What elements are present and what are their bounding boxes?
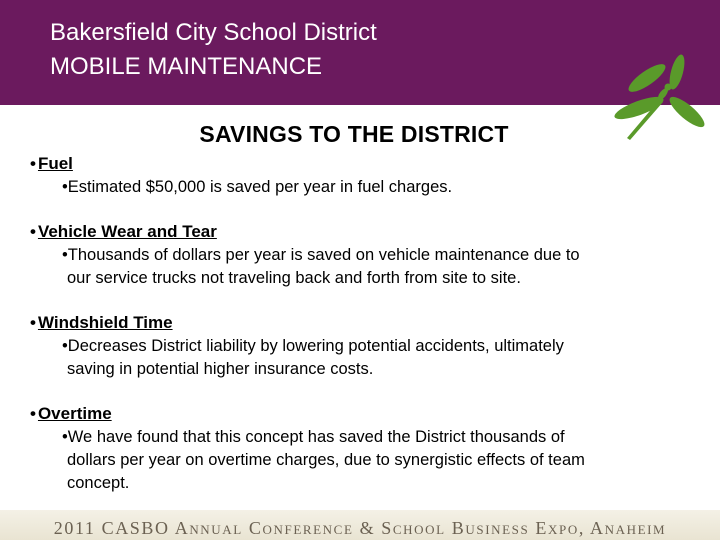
detail-line: our service trucks not traveling back and forth from site to site. — [67, 269, 521, 287]
sub-bullet: • — [62, 428, 68, 446]
footer-text: 2011 CASBO Annual Conference & School Business Expo, Anaheim — [53, 518, 667, 538]
section-detail-vehicle-wear — [62, 244, 682, 290]
detail-line: Decreases District liability by lowering potential accidents, ultimately — [67, 337, 564, 355]
bullet: • — [30, 222, 36, 241]
detail-line: concept. — [67, 474, 130, 492]
heading-text: Vehicle Wear and Tear — [37, 222, 217, 241]
sub-bullet: • — [62, 337, 68, 355]
detail-line: Estimated $50,000 is saved per year in fuel charges. — [67, 178, 453, 196]
section-heading-windshield-time — [30, 313, 173, 333]
section-detail-fuel — [62, 176, 682, 199]
header-subtitle: MOBILE MAINTENANCE — [50, 53, 323, 80]
detail-line: Thousands of dollars per year is saved on vehicle maintenance due to — [67, 246, 580, 264]
heading-text: Windshield Time — [37, 313, 173, 332]
section-detail-windshield-time — [62, 335, 682, 381]
bullet: • — [30, 154, 36, 173]
section-heading-overtime — [30, 404, 112, 424]
section-heading-fuel — [30, 154, 73, 174]
section-detail-overtime — [62, 426, 682, 495]
heading-text: Overtime — [37, 404, 112, 423]
bullet: • — [30, 404, 36, 423]
bullet: • — [30, 313, 36, 332]
detail-line: We have found that this concept has saved the District thousands of — [67, 428, 565, 446]
sub-bullet: • — [62, 246, 68, 264]
detail-line: dollars per year on overtime charges, due to synergistic effects of team — [67, 451, 585, 469]
sub-bullet: • — [62, 178, 68, 196]
heading-text: Fuel — [37, 154, 73, 173]
detail-line: saving in potential higher insurance costs. — [67, 360, 374, 378]
district-name: Bakersfield City School District — [50, 19, 377, 46]
section-heading-vehicle-wear — [30, 222, 217, 242]
slide-title: SAVINGS TO THE DISTRICT — [199, 121, 509, 147]
